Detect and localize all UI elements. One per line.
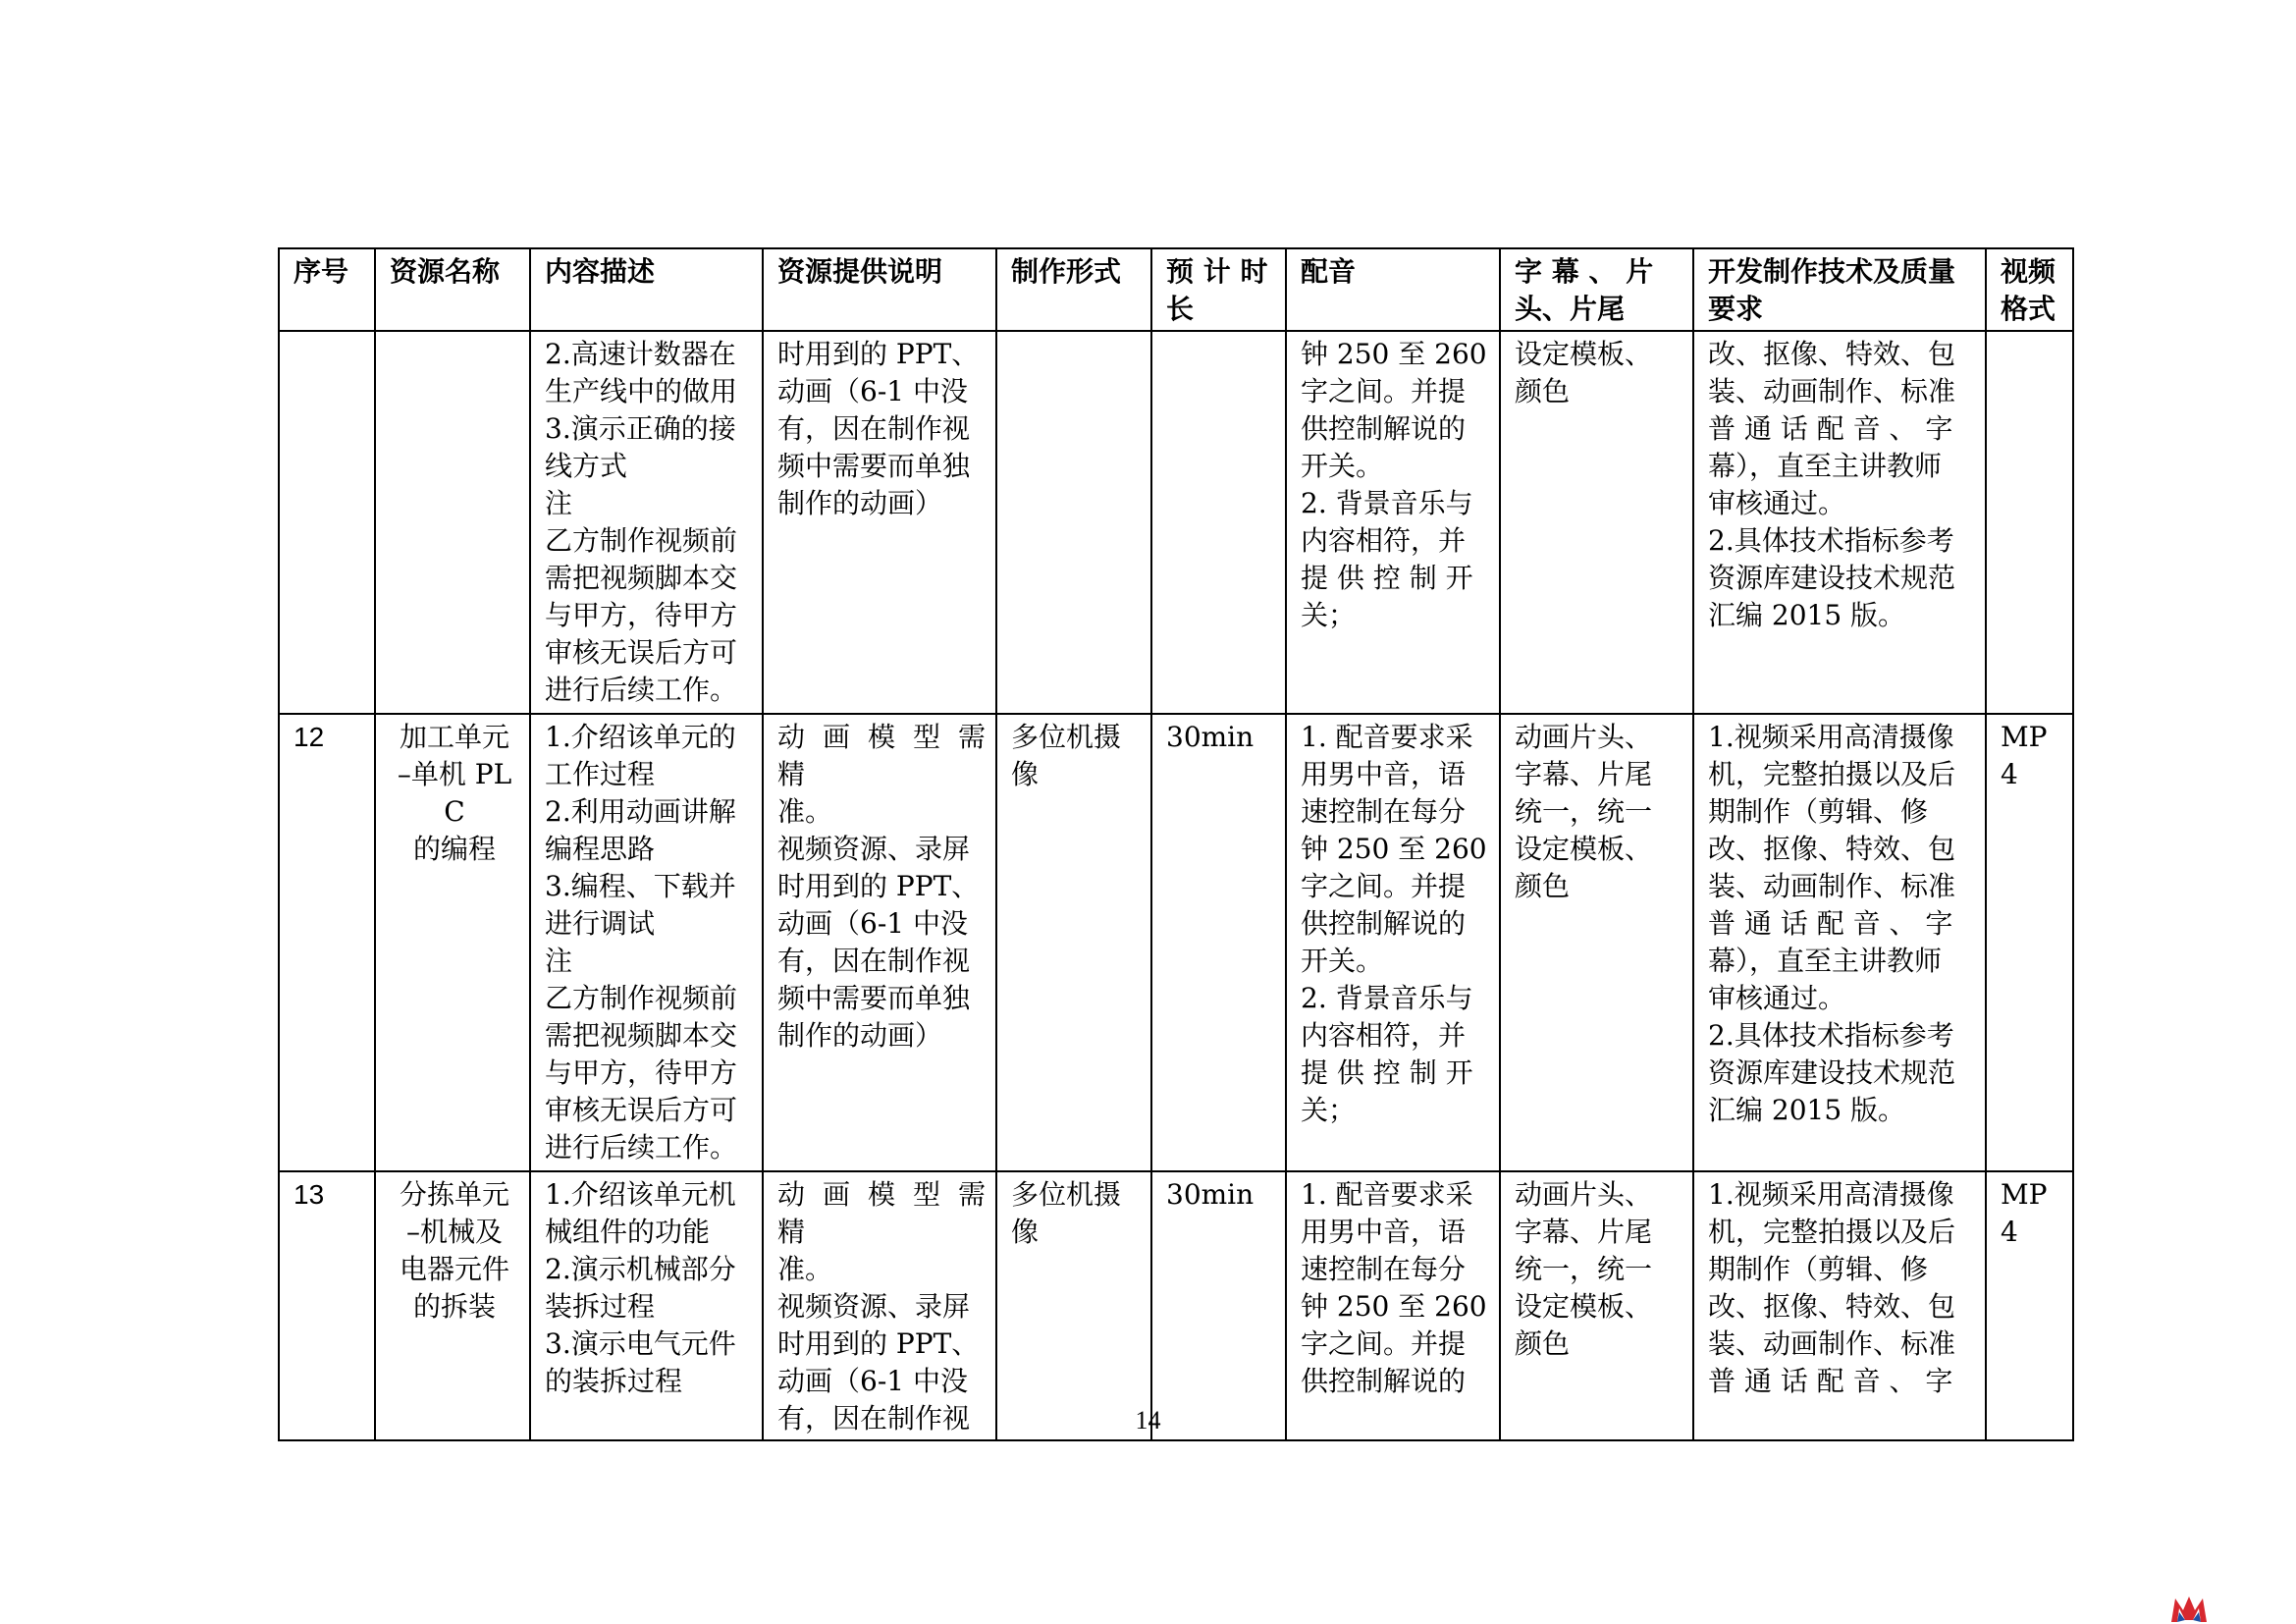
cell-line: 关； <box>1301 1094 1357 1126</box>
cell-line: 像 <box>1011 758 1040 790</box>
cell-line: 有，因在制作视 <box>777 1402 971 1435</box>
cell-form <box>996 1171 1151 1440</box>
col-header-format <box>1986 248 2073 331</box>
cell-line: 颜色 <box>1515 375 1571 407</box>
cell-line: 改、抠像、特效、包 <box>1708 338 1956 370</box>
cell-line: 多位机摄 <box>1011 721 1122 753</box>
header-line: 预 计 时 <box>1166 255 1268 288</box>
cell-resource-name <box>375 1171 530 1440</box>
cell-line: 乙方制作视频前 <box>545 982 738 1014</box>
cell-line: 时用到的 PPT、 <box>777 338 980 370</box>
header-line: 资源名称 <box>390 255 501 288</box>
cell-requirements <box>1693 714 1986 1171</box>
cell-form <box>996 714 1151 1171</box>
cell-dubbing <box>1286 331 1500 714</box>
cell-line: 审核无误后方可 <box>545 636 738 669</box>
cell-line: 1.介绍该单元的 <box>545 721 736 753</box>
cell-line: MP4 <box>2001 1178 2048 1248</box>
cell-line: 统一，统一 <box>1515 1253 1653 1285</box>
col-header-form <box>996 248 1151 331</box>
cell-line: 改、抠像、特效、包 <box>1708 833 1956 865</box>
cell-line: 进行后续工作。 <box>545 1131 738 1164</box>
header-line: 要求 <box>1708 293 1764 325</box>
cell-line: 制作的动画） <box>777 1019 943 1052</box>
header-line: 制作形式 <box>1011 255 1122 288</box>
cell-line: 3.演示电气元件 <box>545 1327 736 1360</box>
watermark-logo-icon <box>2169 1593 2209 1624</box>
cell-line: 1. 配音要求采 <box>1301 1178 1473 1211</box>
cell-line: 编程思路 <box>545 833 656 865</box>
cell-line: 2.具体技术指标参考 <box>1708 524 1954 557</box>
cell-line: 进行调试 <box>545 907 656 940</box>
cell-line: 用男中音，语 <box>1301 1216 1467 1248</box>
cell-line: 需把视频脚本交 <box>545 562 738 594</box>
header-line: 格式 <box>2001 293 2056 325</box>
cell-provision <box>763 714 996 1171</box>
cell-duration <box>1151 714 1286 1171</box>
cell-line: 钟 250 至 260 <box>1301 833 1487 865</box>
cell-line: 2.利用动画讲解 <box>545 795 736 828</box>
cell-line: 2.演示机械部分 <box>545 1253 736 1285</box>
cell-line: 进行后续工作。 <box>545 674 738 706</box>
cell-line: 2. 背景音乐与 <box>1301 982 1473 1014</box>
cell-line: 的拆装 <box>412 1290 496 1323</box>
cell-line: 动画（6-1 中没 <box>777 1365 968 1397</box>
cell-line: 与甲方，待甲方 <box>545 599 738 631</box>
cell-line: 视频资源、录屏 <box>777 833 971 865</box>
header-line: 资源提供说明 <box>777 255 943 288</box>
cell-duration <box>1151 331 1286 714</box>
cell-resource-name <box>375 714 530 1171</box>
cell-line: 幕），直至主讲教师 <box>1708 945 1943 977</box>
cell-line: 开关。 <box>1301 450 1384 482</box>
cell-subtitles <box>1500 1171 1693 1440</box>
cell-line: 2.具体技术指标参考 <box>1708 1019 1954 1052</box>
cell-line: 频中需要而单独 <box>777 450 971 482</box>
cell-line: 机，完整拍摄以及后 <box>1708 758 1956 790</box>
cell-line: 设定模板、 <box>1515 1290 1653 1323</box>
cell-line: 装、动画制作、标准 <box>1708 375 1956 407</box>
cell-line: 时用到的 PPT、 <box>777 1327 980 1360</box>
cell-line: 装、动画制作、标准 <box>1708 870 1956 902</box>
cell-line: 动 画 模 型 需 精 <box>777 1178 994 1248</box>
cell-line: 准。 <box>777 795 833 828</box>
cell-line: 3.编程、下载并 <box>545 870 736 902</box>
cell-line: 汇编 2015 版。 <box>1708 599 1906 631</box>
cell-line: 13 <box>294 1179 325 1210</box>
cell-line: 机，完整拍摄以及后 <box>1708 1216 1956 1248</box>
cell-line: 提 供 控 制 开 <box>1301 1056 1473 1089</box>
cell-line: –单机 PLC <box>397 758 512 828</box>
cell-line: 30min <box>1166 721 1255 753</box>
cell-line: 械组件的功能 <box>545 1216 711 1248</box>
cell-line: 动画（6-1 中没 <box>777 375 968 407</box>
cell-line: 字之间。并提 <box>1301 870 1467 902</box>
header-line: 头、片尾 <box>1515 293 1626 325</box>
col-header-dubbing <box>1286 248 1500 331</box>
cell-requirements <box>1693 1171 1986 1440</box>
cell-line: 12 <box>294 722 325 752</box>
cell-line: 普 通 话 配 音 、 字 <box>1708 907 1953 940</box>
cell-line: 钟 250 至 260 <box>1301 1290 1487 1323</box>
col-header-content <box>530 248 763 331</box>
cell-line: 生产线中的做用 <box>545 375 738 407</box>
cell-line: 2. 背景音乐与 <box>1301 487 1473 519</box>
cell-resource-name <box>375 331 530 714</box>
cell-line: 设定模板、 <box>1515 338 1653 370</box>
cell-format <box>1986 714 2073 1171</box>
cell-index <box>279 1171 375 1440</box>
cell-line: 期制作（剪辑、修 <box>1708 1253 1929 1285</box>
cell-index <box>279 714 375 1171</box>
cell-line: 字幕、片尾 <box>1515 758 1653 790</box>
col-header-index <box>279 248 375 331</box>
cell-line: 的装拆过程 <box>545 1365 683 1397</box>
cell-requirements <box>1693 331 1986 714</box>
col-header-provision <box>763 248 996 331</box>
cell-format <box>1986 1171 2073 1440</box>
cell-line: 统一，统一 <box>1515 795 1653 828</box>
cell-line: 资源库建设技术规范 <box>1708 562 1956 594</box>
table-row <box>279 331 2073 714</box>
cell-line: 工作过程 <box>545 758 656 790</box>
cell-line: 速控制在每分 <box>1301 1253 1467 1285</box>
resource-table <box>278 247 2074 1441</box>
cell-line: 频中需要而单独 <box>777 982 971 1014</box>
cell-provision <box>763 1171 996 1440</box>
cell-line: 改、抠像、特效、包 <box>1708 1290 1956 1323</box>
cell-provision <box>763 331 996 714</box>
cell-line: 乙方制作视频前 <box>545 524 738 557</box>
cell-form <box>996 331 1151 714</box>
cell-line: 有，因在制作视 <box>777 412 971 445</box>
cell-line: 关； <box>1301 599 1357 631</box>
cell-format <box>1986 331 2073 714</box>
cell-line: 线方式 <box>545 450 628 482</box>
cell-line: 字幕、片尾 <box>1515 1216 1653 1248</box>
cell-line: 字之间。并提 <box>1301 1327 1467 1360</box>
cell-subtitles <box>1500 331 1693 714</box>
cell-line: 汇编 2015 版。 <box>1708 1094 1906 1126</box>
cell-line: 装拆过程 <box>545 1290 656 1323</box>
cell-line: –机械及 <box>405 1216 503 1248</box>
cell-line: 动画片头、 <box>1515 1178 1653 1211</box>
cell-line: 装、动画制作、标准 <box>1708 1327 1956 1360</box>
cell-line: 多位机摄 <box>1011 1178 1122 1211</box>
cell-line: 供控制解说的 <box>1301 1365 1467 1397</box>
table-row <box>279 1171 2073 1440</box>
cell-line: 用男中音，语 <box>1301 758 1467 790</box>
cell-line: 颜色 <box>1515 870 1571 902</box>
cell-line: 设定模板、 <box>1515 833 1653 865</box>
cell-line: 供控制解说的 <box>1301 412 1467 445</box>
cell-line: 有，因在制作视 <box>777 945 971 977</box>
cell-line: 分拣单元 <box>399 1178 509 1211</box>
header-line: 序号 <box>294 255 349 288</box>
cell-line: 1.视频采用高清摄像 <box>1708 721 1954 753</box>
cell-line: 开关。 <box>1301 945 1384 977</box>
cell-line: 动 画 模 型 需 精 <box>777 721 994 790</box>
cell-line: 时用到的 PPT、 <box>777 870 980 902</box>
header-line: 视频 <box>2001 255 2056 288</box>
cell-line: 颜色 <box>1515 1327 1571 1360</box>
header-line: 配音 <box>1301 255 1357 288</box>
cell-line: 内容相符，并 <box>1301 524 1467 557</box>
page-number: 14 <box>1135 1406 1161 1435</box>
header-row <box>279 248 2073 331</box>
cell-line: 钟 250 至 260 <box>1301 338 1487 370</box>
cell-line: 注 <box>545 945 573 977</box>
cell-line: 2.高速计数器在 <box>545 338 736 370</box>
cell-line: 幕），直至主讲教师 <box>1708 450 1943 482</box>
cell-line: 资源库建设技术规范 <box>1708 1056 1956 1089</box>
col-header-duration <box>1151 248 1286 331</box>
cell-index <box>279 331 375 714</box>
col-header-subtitles <box>1500 248 1693 331</box>
header-line: 内容描述 <box>545 255 656 288</box>
cell-line: 1. 配音要求采 <box>1301 721 1473 753</box>
cell-line: 审核无误后方可 <box>545 1094 738 1126</box>
cell-line: 期制作（剪辑、修 <box>1708 795 1929 828</box>
cell-line: 1.视频采用高清摄像 <box>1708 1178 1954 1211</box>
cell-line: 准。 <box>777 1253 833 1285</box>
cell-line: 审核通过。 <box>1708 487 1846 519</box>
cell-line: 普 通 话 配 音 、 字 <box>1708 412 1953 445</box>
cell-line: 视频资源、录屏 <box>777 1290 971 1323</box>
table-row <box>279 714 2073 1171</box>
cell-line: 加工单元 <box>399 721 509 753</box>
cell-line: 供控制解说的 <box>1301 907 1467 940</box>
cell-line: 电器元件 <box>399 1253 509 1285</box>
cell-line: 30min <box>1166 1178 1255 1211</box>
cell-content <box>530 331 763 714</box>
cell-line: 审核通过。 <box>1708 982 1846 1014</box>
cell-content <box>530 1171 763 1440</box>
header-line: 字 幕 、 片 <box>1515 255 1654 288</box>
col-header-resource-name <box>375 248 530 331</box>
header-line: 开发制作技术及质量 <box>1708 255 1956 288</box>
cell-line: 与甲方，待甲方 <box>545 1056 738 1089</box>
cell-line: 普 通 话 配 音 、 字 <box>1708 1365 1953 1397</box>
cell-line: MP4 <box>2001 721 2048 790</box>
cell-line: 动画片头、 <box>1515 721 1653 753</box>
cell-line: 像 <box>1011 1216 1040 1248</box>
col-header-requirements <box>1693 248 1986 331</box>
cell-dubbing <box>1286 1171 1500 1440</box>
cell-line: 制作的动画） <box>777 487 943 519</box>
cell-line: 提 供 控 制 开 <box>1301 562 1473 594</box>
cell-line: 1.介绍该单元机 <box>545 1178 736 1211</box>
cell-line: 速控制在每分 <box>1301 795 1467 828</box>
cell-line: 3.演示正确的接 <box>545 412 736 445</box>
cell-line: 注 <box>545 487 573 519</box>
cell-line: 的编程 <box>412 833 496 865</box>
cell-duration <box>1151 1171 1286 1440</box>
cell-subtitles <box>1500 714 1693 1171</box>
header-line: 长 <box>1166 293 1195 325</box>
cell-content <box>530 714 763 1171</box>
cell-dubbing <box>1286 714 1500 1171</box>
cell-line: 需把视频脚本交 <box>545 1019 738 1052</box>
cell-line: 内容相符，并 <box>1301 1019 1467 1052</box>
cell-line: 字之间。并提 <box>1301 375 1467 407</box>
cell-line: 动画（6-1 中没 <box>777 907 968 940</box>
